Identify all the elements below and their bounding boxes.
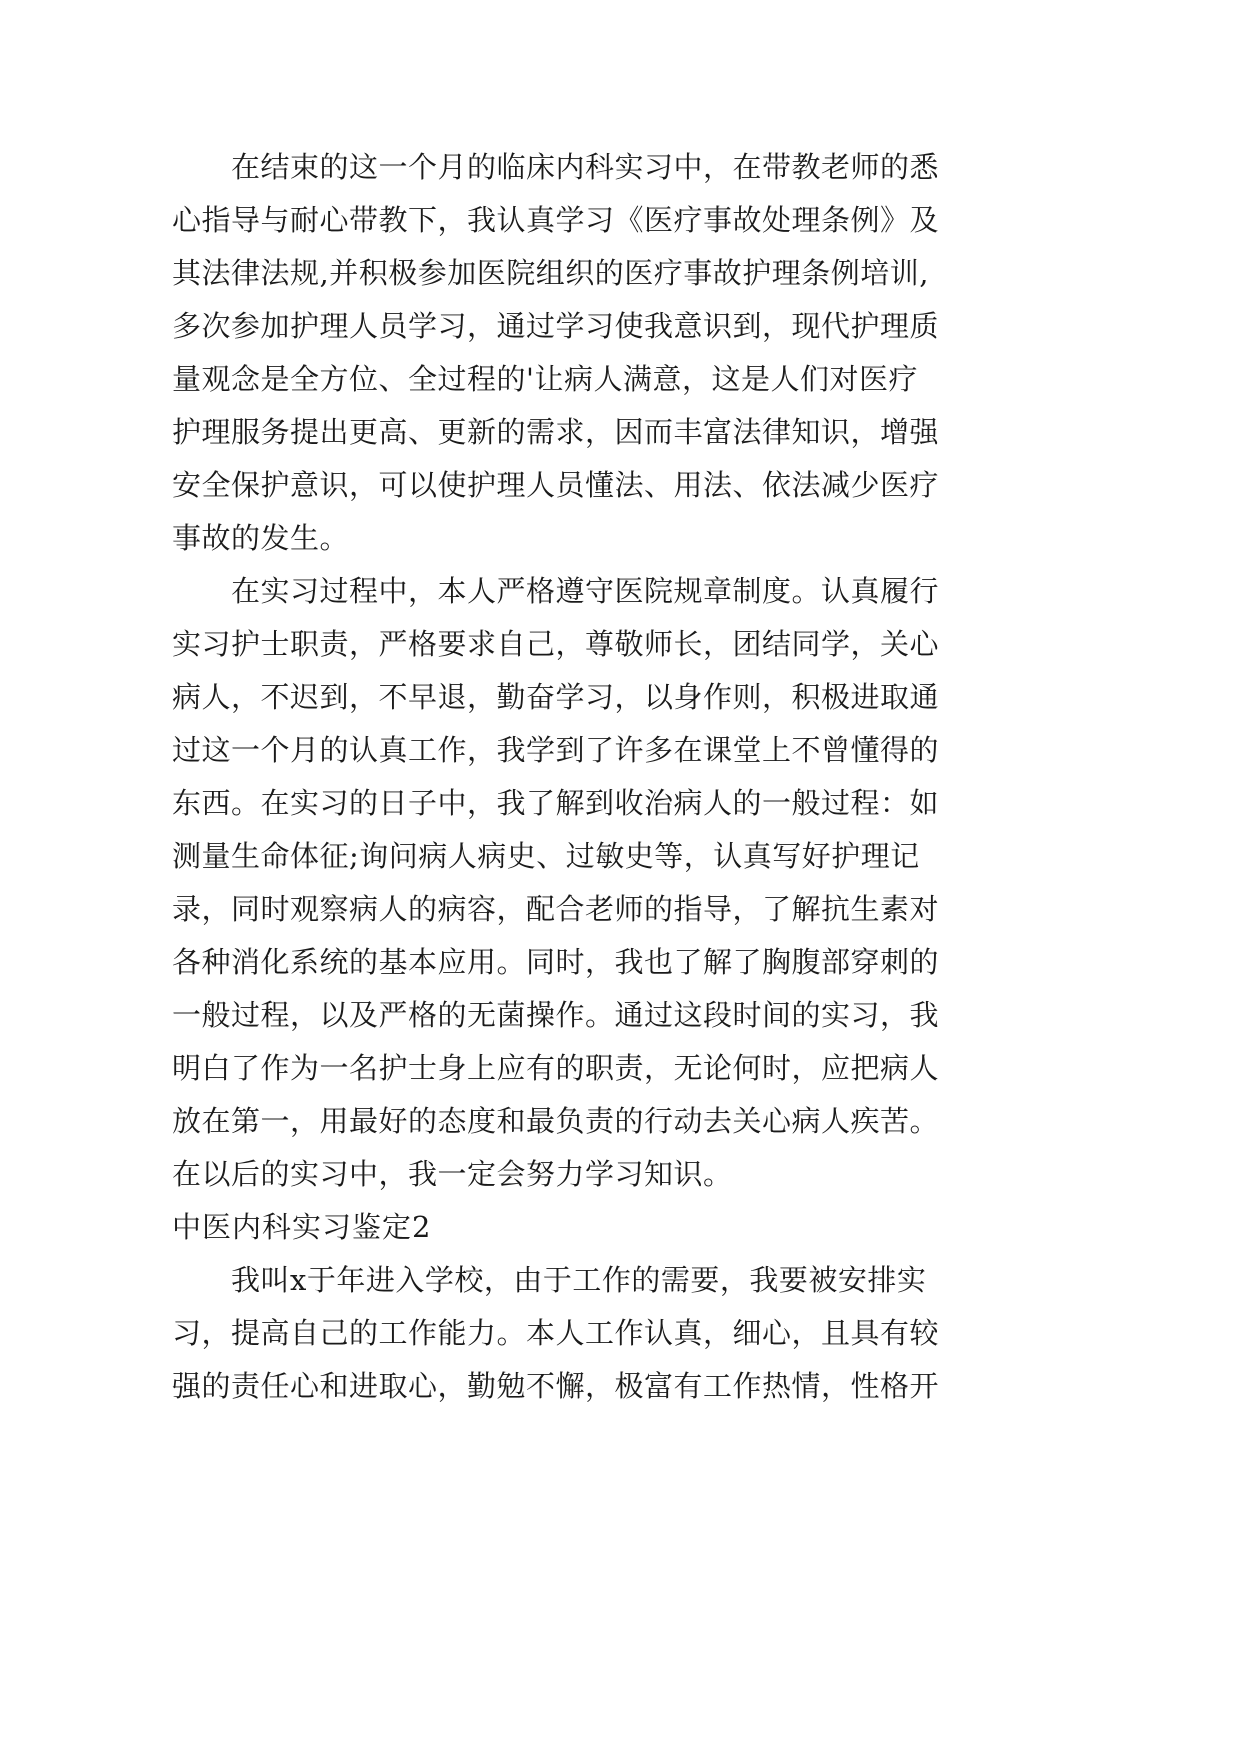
paragraph-1-line-8: 事故的发生。 <box>172 521 350 555</box>
paragraph-2-line-6: 测量生命体征;询问病人病史、过敏史等，认真写好护理记 <box>172 839 920 873</box>
paragraph-1-line-4: 多次参加护理人员学习，通过学习使我意识到，现代护理质 <box>172 309 940 343</box>
paragraph-1-line-7: 安全保护意识，可以使护理人员懂法、用法、依法减少医疗 <box>172 468 940 502</box>
paragraph-3-line-3: 强的责任心和进取心，勤勉不懈，极富有工作热情，性格开 <box>172 1369 940 1403</box>
paragraph-2-line-4: 过这一个月的认真工作，我学到了许多在课堂上不曾懂得的 <box>172 733 940 767</box>
paragraph-2-line-3: 病人，不迟到，不早退，勤奋学习，以身作则，积极进取通 <box>172 680 940 714</box>
paragraph-3-line-2: 习，提高自己的工作能力。本人工作认真，细心，且具有较 <box>172 1316 940 1350</box>
paragraph-1-line-6: 护理服务提出更高、更新的需求，因而丰富法律知识，增强 <box>172 415 940 449</box>
paragraph-2-line-9: 一般过程，以及严格的无菌操作。通过这段时间的实习，我 <box>172 998 940 1032</box>
paragraph-2-line-12: 在以后的实习中，我一定会努力学习知识。 <box>172 1157 733 1191</box>
paragraph-1-line-5: 量观念是全方位、全过程的'让病人满意，这是人们对医疗 <box>172 362 918 396</box>
paragraph-2-line-8: 各种消化系统的基本应用。同时，我也了解了胸腹部穿刺的 <box>172 945 940 979</box>
section-heading: 中医内科实习鉴定2 <box>172 1210 432 1244</box>
paragraph-2-line-7: 录，同时观察病人的病容，配合老师的指导，了解抗生素对 <box>172 892 940 926</box>
paragraph-2-line-11: 放在第一，用最好的态度和最负责的行动去关心病人疾苦。 <box>172 1104 940 1138</box>
paragraph-1-line-2: 心指导与耐心带教下，我认真学习《医疗事故处理条例》及 <box>172 203 940 237</box>
paragraph-1-line-1: 在结束的这一个月的临床内科实习中，在带教老师的悉 <box>231 150 940 184</box>
paragraph-2-line-2: 实习护士职责，严格要求自己，尊敬师长，团结同学，关心 <box>172 627 940 661</box>
paragraph-3-line-1: 我叫x于年进入学校，由于工作的需要，我要被安排实 <box>231 1263 927 1297</box>
paragraph-2-line-1: 在实习过程中，本人严格遵守医院规章制度。认真履行 <box>231 574 940 608</box>
paragraph-2-line-5: 东西。在实习的日子中，我了解到收治病人的一般过程：如 <box>172 786 940 820</box>
paragraph-1-line-3: 其法律法规,并积极参加医院组织的医疗事故护理条例培训, <box>172 256 929 290</box>
paragraph-2-line-10: 明白了作为一名护士身上应有的职责，无论何时，应把病人 <box>172 1051 940 1085</box>
